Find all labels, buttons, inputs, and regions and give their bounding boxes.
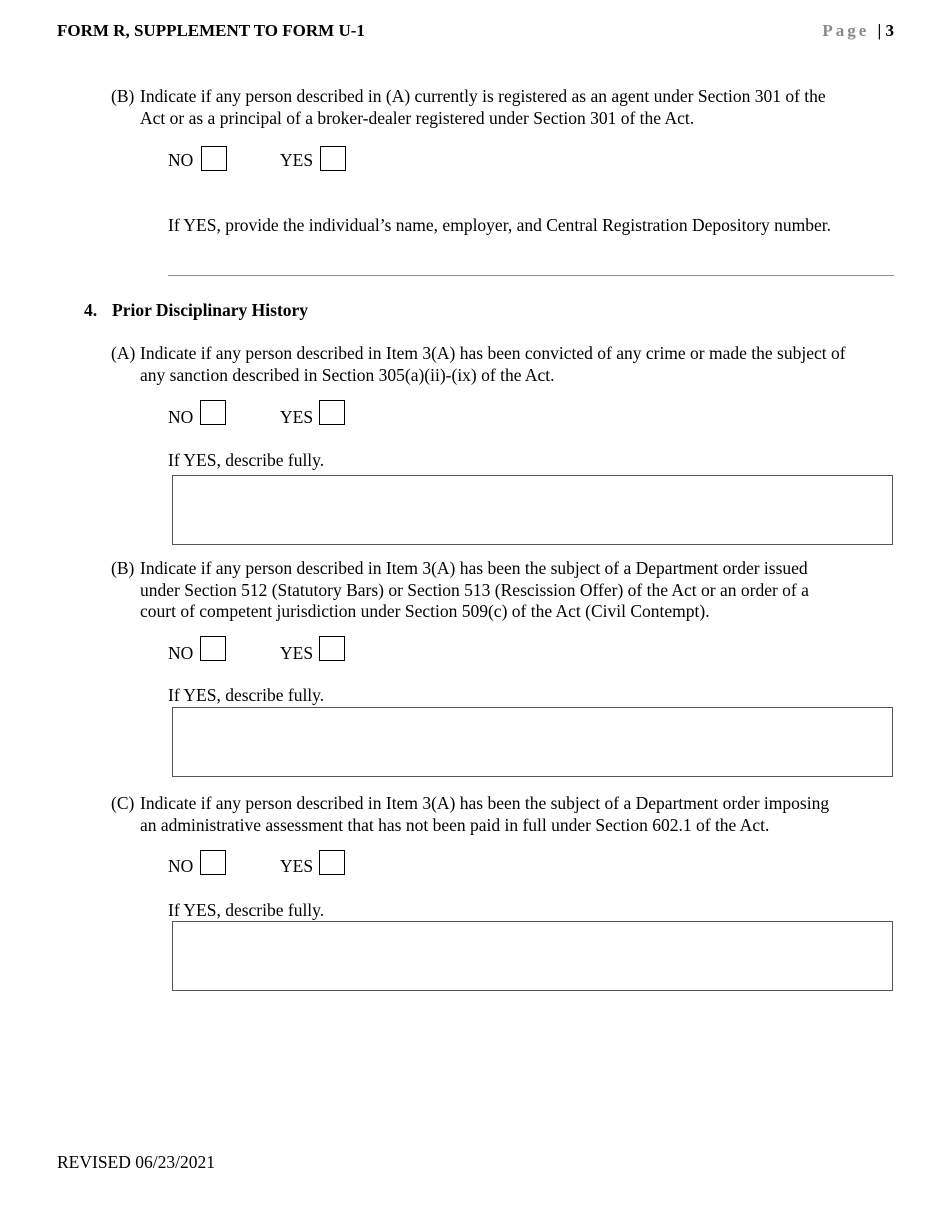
yes-checkbox[interactable]: [319, 400, 345, 425]
question-line: Indicate if any person described in Item 3(A) has been the subject of a Department order imposing: [140, 793, 830, 813]
no-checkbox[interactable]: [201, 146, 227, 171]
description-textbox[interactable]: [172, 921, 893, 991]
yes-checkbox[interactable]: [319, 636, 345, 661]
answer-line[interactable]: [168, 275, 894, 276]
description-textbox[interactable]: [172, 707, 893, 777]
question-label: (C): [111, 793, 135, 813]
no-label: NO: [168, 407, 194, 427]
question-label: (B): [111, 558, 135, 578]
question-text: [140, 86, 826, 129]
if-yes-instruction: If YES, describe fully.: [168, 450, 325, 470]
description-textbox[interactable]: [172, 475, 893, 545]
yes-checkbox[interactable]: [320, 146, 346, 171]
question-line: Indicate if any person described in Item 3(A) has been the subject of a Department order issued: [140, 558, 808, 578]
if-yes-instruction: If YES, provide the individual’s name, employer, and Central Registration Depository number.: [168, 215, 832, 235]
no-label: NO: [168, 150, 194, 170]
section-number: 4.: [84, 300, 98, 320]
page-number: [822, 21, 894, 41]
page-separator: |: [877, 21, 882, 40]
question-text: [140, 793, 829, 836]
question-4a: [111, 343, 911, 393]
no-label: NO: [168, 856, 194, 876]
question-line: Act or as a principal of a broker-dealer registered under Section 301 of the Act.: [140, 107, 695, 128]
page-number-value: 3: [885, 21, 894, 40]
section-heading: [84, 300, 308, 321]
if-yes-instruction: If YES, describe fully.: [168, 685, 325, 705]
page-word: Page: [822, 21, 870, 40]
question-label: (B): [111, 86, 135, 106]
no-checkbox[interactable]: [200, 850, 226, 875]
no-label: NO: [168, 643, 194, 663]
section-title: Prior Disciplinary History: [112, 300, 309, 320]
question-text: [140, 343, 846, 386]
yes-label: YES: [280, 856, 314, 876]
question-line: under Section 512 (Statutory Bars) or Section 513 (Rescission Offer) of the Act or an order of a: [140, 579, 809, 600]
yes-checkbox[interactable]: [319, 850, 345, 875]
question-text: [140, 558, 809, 623]
if-yes-instruction: If YES, describe fully.: [168, 900, 325, 920]
question-line: an administrative assessment that has not been paid in full under Section 602.1 of the Act.: [140, 814, 770, 835]
question-line: Indicate if any person described in Item 3(A) has been convicted of any crime or made the subject of: [140, 343, 846, 363]
question-4c: [111, 793, 911, 843]
question-line: Indicate if any person described in (A) currently is registered as an agent under Section 301 of the: [140, 86, 826, 106]
yes-label: YES: [280, 150, 314, 170]
question-label: (A): [111, 343, 136, 363]
question-line: any sanction described in Section 305(a)(ii)-(ix) of the Act.: [140, 364, 555, 385]
yes-label: YES: [280, 407, 314, 427]
yes-label: YES: [280, 643, 314, 663]
revised-date: REVISED 06/23/2021: [57, 1152, 215, 1172]
question-line: court of competent jurisdiction under Section 509(c) of the Act (Civil Contempt).: [140, 601, 710, 621]
no-checkbox[interactable]: [200, 636, 226, 661]
no-checkbox[interactable]: [200, 400, 226, 425]
form-title: FORM R, SUPPLEMENT TO FORM U-1: [57, 21, 365, 40]
question-3b: [111, 86, 911, 136]
question-4b: [111, 558, 911, 628]
